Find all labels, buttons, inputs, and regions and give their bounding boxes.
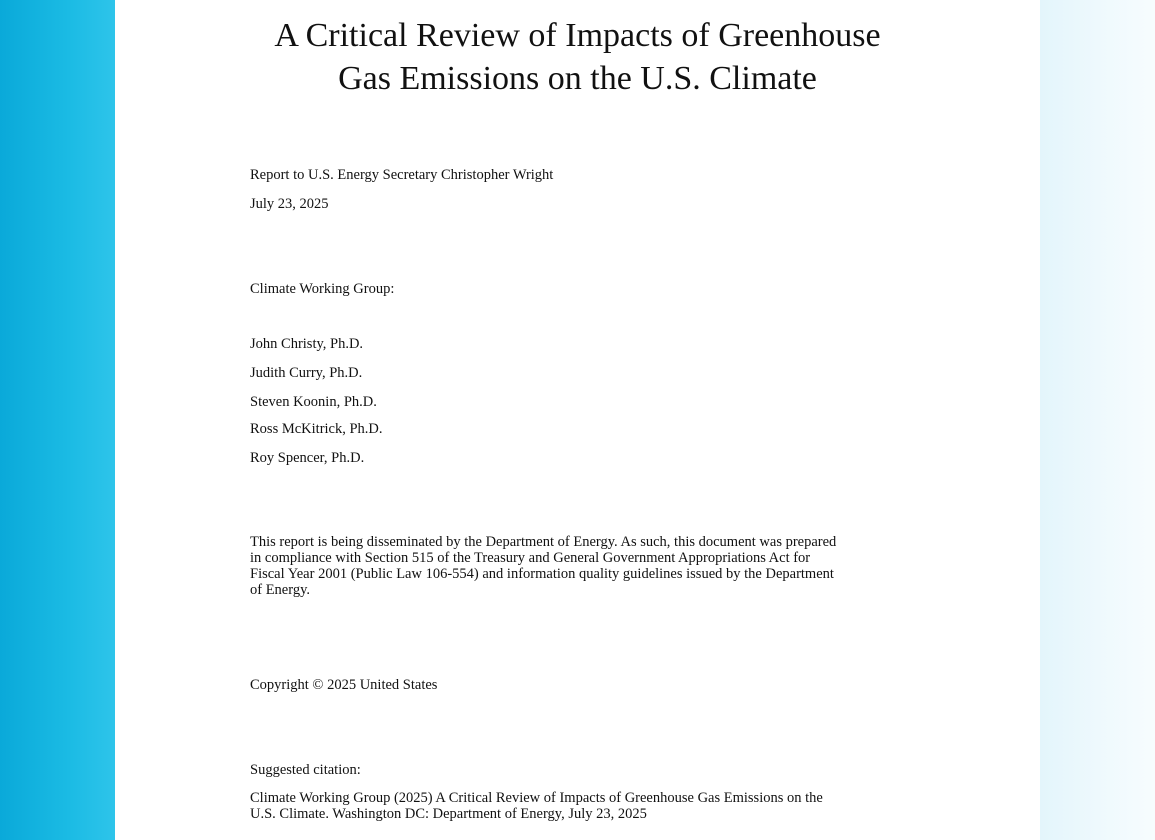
dissemination-line: in compliance with Section 515 of the Treasury and General Government Appropriations Act for: [250, 550, 811, 566]
citation-text: [250, 790, 940, 822]
document-title: [115, 14, 1040, 100]
right-background: [1040, 0, 1155, 840]
report-recipient: Report to U.S. Energy Secretary Christopher Wright: [250, 167, 554, 183]
dissemination-line: of Energy.: [250, 582, 310, 598]
citation-heading: Suggested citation:: [250, 762, 361, 778]
author-name: John Christy, Ph.D.: [250, 336, 364, 352]
citation-line: U.S. Climate. Washington DC: Department of Energy, July 23, 2025: [250, 806, 647, 822]
report-date: July 23, 2025: [250, 196, 329, 212]
dissemination-notice: [250, 534, 940, 598]
title-line-2: Gas Emissions on the U.S. Climate: [338, 60, 817, 97]
left-background: [0, 0, 115, 840]
dissemination-line: This report is being disseminated by the Department of Energy. As such, this document was prepared: [250, 534, 837, 550]
copyright-notice: Copyright © 2025 United States: [250, 677, 438, 693]
document-page: [115, 0, 1040, 840]
group-heading: Climate Working Group:: [250, 281, 395, 297]
author-name: Steven Koonin, Ph.D.: [250, 394, 377, 410]
citation-line: Climate Working Group (2025) A Critical Review of Impacts of Greenhouse Gas Emissions on the: [250, 790, 823, 806]
dissemination-line: Fiscal Year 2001 (Public Law 106-554) and information quality guidelines issued by the Department: [250, 566, 834, 582]
author-name: Judith Curry, Ph.D.: [250, 365, 363, 381]
author-name: Ross McKitrick, Ph.D.: [250, 421, 383, 437]
author-name: Roy Spencer, Ph.D.: [250, 450, 365, 466]
title-line-1: A Critical Review of Impacts of Greenhouse: [274, 17, 881, 54]
